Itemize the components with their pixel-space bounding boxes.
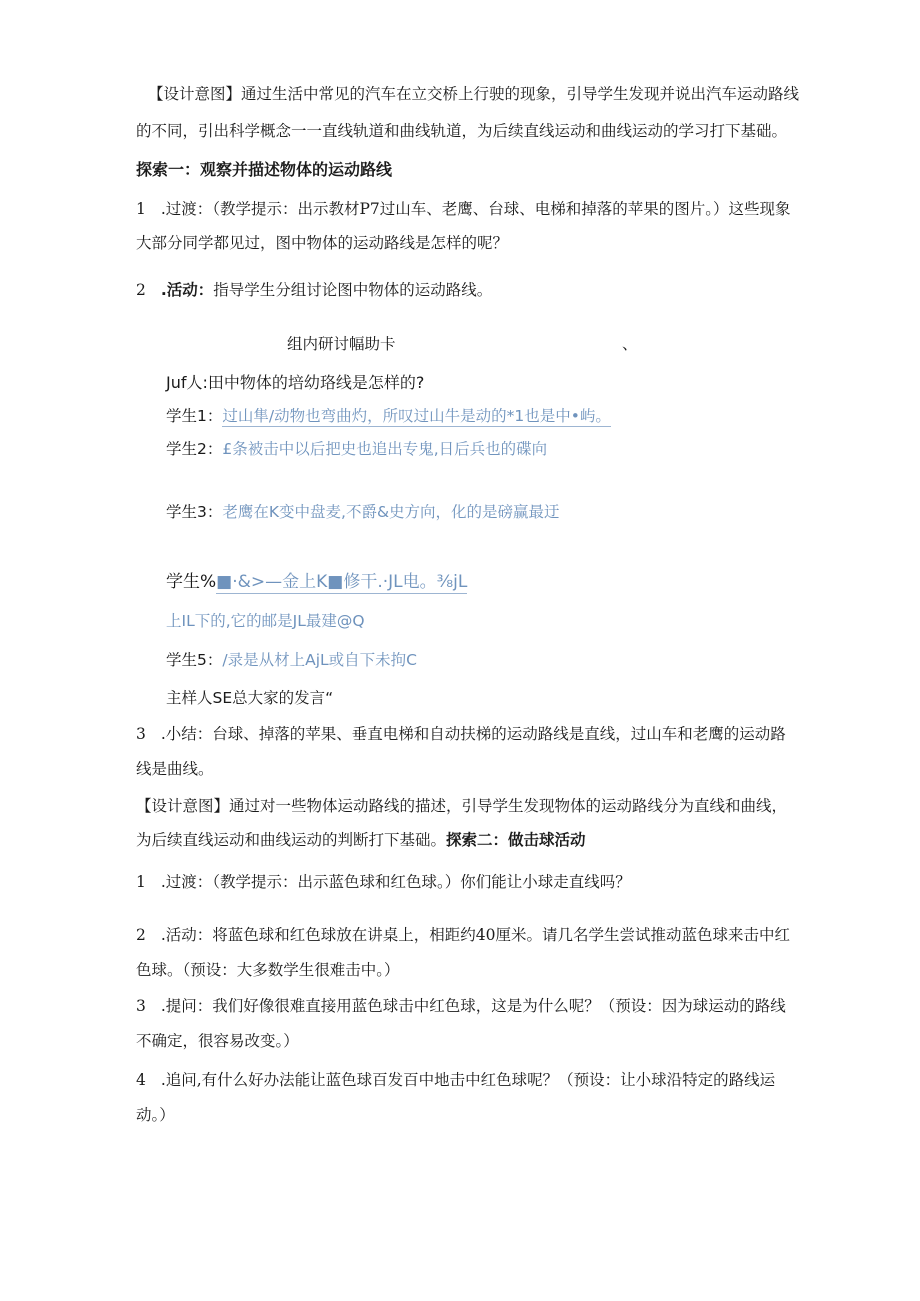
item-text: .活动：将蓝色球和红色球放在讲桌上，相距约40厘米。请几名学生尝试推动蓝色球来击中红: [160, 926, 790, 944]
item-text: .小结：台球、掉落的苹果、垂直电梯和自动扶梯的运动路线是直线，过山车和老鹰的运动路: [160, 725, 786, 743]
explore1-item1-line1: [136, 199, 791, 219]
explore2-item4-line1: [136, 1070, 775, 1090]
item-number: 3: [136, 725, 146, 743]
student-answer: /录是从材上AjL或自下未拘C: [222, 651, 417, 669]
card-student-1: [166, 406, 611, 426]
student-label: 学生5：: [166, 651, 223, 669]
explore2-item4-line2: 动。）: [136, 1106, 175, 1124]
item-text: .过渡：（教学提示：出示教材P7过山车、老鹰、台球、电梯和掉落的苹果的图片。）这些现象: [160, 200, 791, 218]
card-student-4-cont: 上IL下的,它的邮是JL最建@Q: [166, 612, 365, 630]
card-student-5: [166, 650, 417, 670]
explore2-item2-line2: 色球。（预设：大多数学生很难击中。）: [136, 961, 400, 979]
card-title-mark: 、: [622, 335, 638, 353]
item-text: 指导学生分组讨论图中物体的运动路线。: [213, 281, 493, 299]
explore2-item3-line1: [136, 996, 786, 1016]
explore2-item1: [136, 872, 631, 892]
card-host-summary: 主样人SE总大家的发言“: [166, 689, 334, 707]
card-student-4: [166, 572, 467, 592]
explore1-heading: 探索一：观察并描述物体的运动路线: [136, 160, 393, 179]
item-number: 3: [136, 997, 146, 1015]
explore2-item2-line1: [136, 925, 790, 945]
student-label: 学生3：: [166, 503, 223, 521]
item-number: 1: [136, 873, 146, 891]
student-answer: 老鹰在K变中盘麦,不爵&史方向，化的是磅赢最迂: [222, 503, 560, 521]
summary-line-1: [136, 724, 786, 744]
student-answer: £条被击中以后把史也追出专鬼,日后兵也的碟向: [222, 440, 548, 458]
explore1-item2: [136, 280, 492, 300]
student-answer: 过山隼/动物也弯曲灼，所叹过山牛是动的*1也是中•屿。: [222, 407, 611, 425]
explore2-heading: 探索二：做击球活动: [446, 831, 586, 849]
card-student-3: [166, 502, 560, 522]
card-title: 组内研讨幅助卡: [287, 335, 396, 353]
student-answer: ■·&>—金上K■修干.·JL电。⅜jL: [216, 572, 468, 592]
card-student-2: [166, 439, 547, 459]
explore2-item3-line2: 不确定，很容易改变。）: [136, 1032, 299, 1050]
item-number: 1: [136, 200, 146, 218]
student-label: 学生1：: [166, 407, 223, 425]
item-text: .过渡：（教学提示：出示蓝色球和红色球。）你们能让小球走直线吗？: [160, 873, 631, 891]
student-label: 学生%: [166, 572, 217, 592]
intro-line-2: 的不同，引出科学概念一一直线轨道和曲线轨道，为后续直线运动和曲线运动的学习打下基础。: [136, 122, 788, 140]
item-text: .提问：我们好像很难直接用蓝色球击中红色球，这是为什么呢？（预设：因为球运动的路线: [160, 997, 786, 1015]
intent2-text: 为后续直线运动和曲线运动的判断打下基础。: [136, 831, 447, 849]
intent2-line-1: 【设计意图】通过对一些物体运动路线的描述，引导学生发现物体的运动路线分为直线和曲线，: [136, 797, 788, 815]
explore1-item1-line2: 大部分同学都见过，图中物体的运动路线是怎样的呢？: [136, 234, 509, 252]
item-number: 2: [136, 281, 146, 299]
intro-line-1: 【设计意图】通过生活中常见的汽车在立交桥上行驶的现象，引导学生发现并说出汽车运动路线: [148, 85, 800, 103]
item-label: .活动：: [160, 281, 214, 299]
summary-line-2: 线是曲线。: [136, 760, 214, 778]
item-text: .追问,有什么好办法能让蓝色球百发百中地击中红色球呢？（预设：让小球沿特定的路线运: [160, 1071, 776, 1089]
item-number: 2: [136, 926, 146, 944]
intent2-line-2: [136, 830, 586, 850]
item-number: 4: [136, 1071, 146, 1089]
card-question: Juf人:田中物体的培幼珞线是怎样的?: [166, 373, 425, 392]
student-label: 学生2：: [166, 440, 223, 458]
